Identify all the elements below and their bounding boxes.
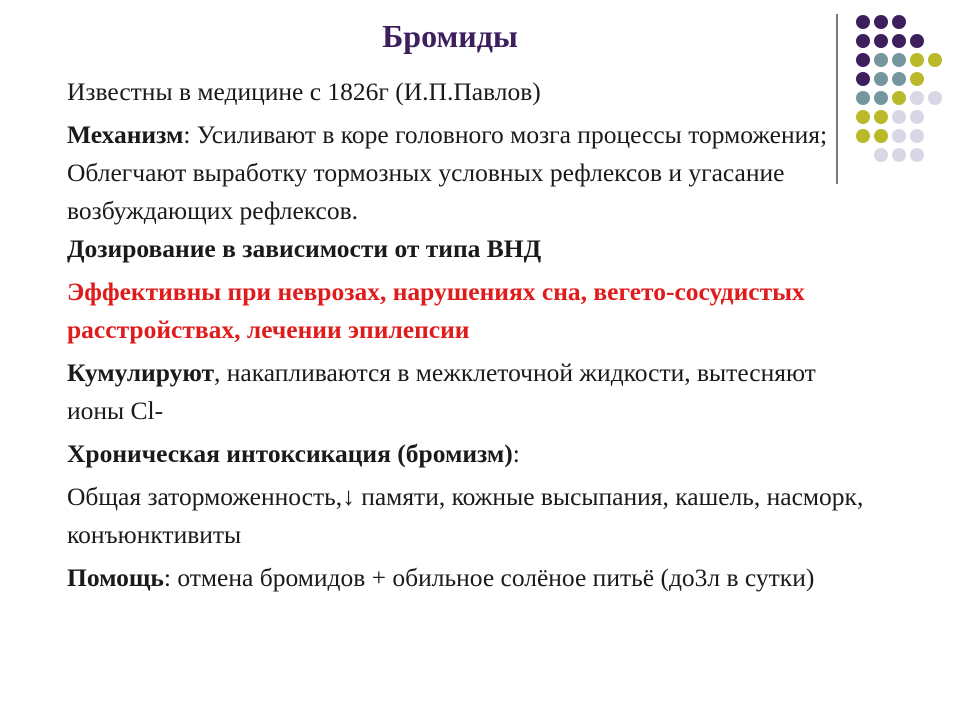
decor-dot: [910, 34, 924, 48]
decor-dot: [856, 34, 870, 48]
help-paragraph: [67, 559, 867, 597]
chronic-label: Хроническая интоксикация (бромизм): [67, 439, 513, 468]
decor-dot: [874, 91, 888, 105]
decor-dot: [910, 72, 924, 86]
decor-dot: [874, 72, 888, 86]
decor-dot: [910, 148, 924, 162]
slide-body: [67, 73, 867, 602]
chronic-colon: :: [512, 439, 520, 468]
symptoms-paragraph: Общая заторможенность,↓ памяти, кожные высыпания, кашель, насморк, конъюнктивиты: [67, 482, 864, 549]
help-text: : отмена бромидов + обильное солёное питьё (до3л в сутки): [163, 563, 815, 592]
decor-dot: [874, 34, 888, 48]
decor-dot: [892, 34, 906, 48]
decor-dot: [892, 15, 906, 29]
decor-dot: [892, 72, 906, 86]
decor-dot: [910, 129, 924, 143]
history-line: Известны в медицине с 1826г (И.П.Павлов): [67, 77, 541, 106]
decor-dot: [874, 110, 888, 124]
decor-dot: [910, 91, 924, 105]
mechanism-paragraph: [67, 116, 867, 230]
decor-dot: [892, 53, 906, 67]
decor-dot: [928, 91, 942, 105]
cumulation-text: , накапливаются в межклеточной жидкости, вытесняют ионы Cl-: [67, 358, 816, 425]
decor-dot: [910, 110, 924, 124]
decor-dot: [892, 148, 906, 162]
dosing-line: Дозирование в зависимости от типа ВНД: [67, 234, 542, 263]
decor-dot: [928, 53, 942, 67]
decor-dot: [892, 91, 906, 105]
cumulation-label: Кумулируют: [67, 358, 215, 387]
help-label: Помощь: [67, 563, 164, 592]
decor-dot: [874, 15, 888, 29]
slide-title: Бромиды: [382, 18, 518, 54]
decor-dot: [874, 129, 888, 143]
decor-dot: [874, 148, 888, 162]
decor-dot: [910, 53, 924, 67]
chronic-intoxication-heading: [67, 435, 867, 473]
mechanism-label: Механизм: [67, 120, 184, 149]
indications-paragraph: Эффективны при неврозах, нарушениях сна, вегето-сосудистых расстройствах, лечении эпилепсии: [67, 277, 805, 344]
decor-dot: [892, 110, 906, 124]
mechanism-text: : Усиливают в коре головного мозга процессы торможения; Облегчают выработку тормозных условных рефлексов и угасание возбуждающих рефлексов.: [67, 120, 828, 225]
decor-dot: [892, 129, 906, 143]
cumulation-paragraph: [67, 354, 867, 430]
decor-dot: [856, 15, 870, 29]
decor-dot: [856, 53, 870, 67]
decor-dot: [874, 53, 888, 67]
